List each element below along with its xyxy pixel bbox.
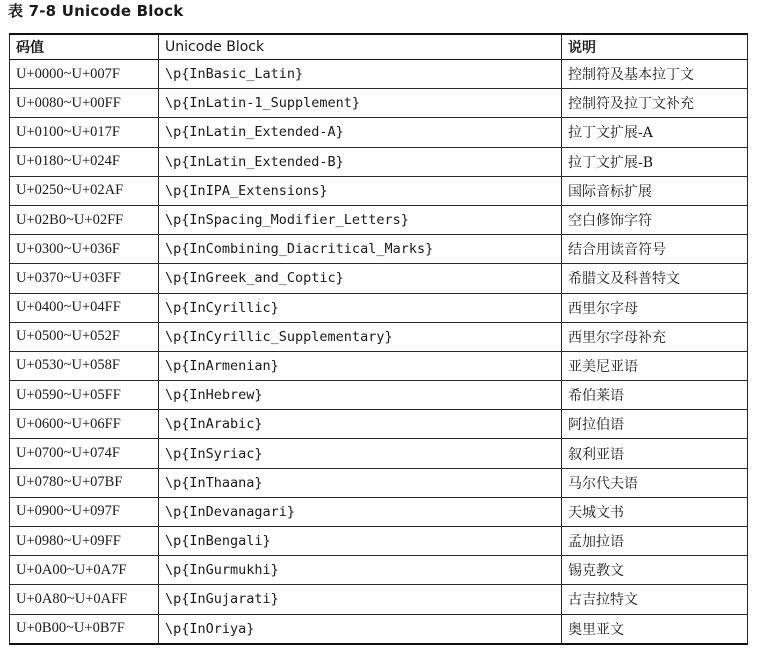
range-cell: U+0250~U+02AF [10, 176, 159, 205]
table-row [10, 60, 748, 89]
table-row [10, 235, 748, 264]
unicode-block-table [9, 33, 748, 645]
desc-cell: 结合用读音符号 [562, 235, 748, 264]
block-cell: \p{InSyriac} [159, 439, 562, 468]
block-cell: \p{InGurmukhi} [159, 556, 562, 585]
range-cell: U+0100~U+017F [10, 118, 159, 147]
range-cell: U+0A00~U+0A7F [10, 556, 159, 585]
table-row [10, 468, 748, 497]
block-cell: \p{InSpacing_Modifier_Letters} [159, 205, 562, 234]
desc-cell: 控制符及拉丁文补充 [562, 89, 748, 118]
block-cell: \p{InOriya} [159, 614, 562, 644]
range-cell: U+0600~U+06FF [10, 410, 159, 439]
table-row [10, 205, 748, 234]
desc-cell: 孟加拉语 [562, 527, 748, 556]
block-cell: \p{InBasic_Latin} [159, 60, 562, 89]
header-range: 码值 [10, 34, 159, 60]
block-cell: \p{InGujarati} [159, 585, 562, 614]
block-cell: \p{InLatin_Extended-B} [159, 147, 562, 176]
table-row [10, 497, 748, 526]
table-row [10, 322, 748, 351]
block-cell: \p{InDevanagari} [159, 497, 562, 526]
range-cell: U+0400~U+04FF [10, 293, 159, 322]
header-block: Unicode Block [159, 34, 562, 60]
block-cell: \p{InGreek_and_Coptic} [159, 264, 562, 293]
table-row [10, 410, 748, 439]
range-cell: U+0530~U+058F [10, 351, 159, 380]
range-cell: U+0980~U+09FF [10, 527, 159, 556]
desc-cell: 亚美尼亚语 [562, 351, 748, 380]
desc-cell: 西里尔字母补充 [562, 322, 748, 351]
desc-cell: 锡克教文 [562, 556, 748, 585]
desc-cell: 天城文书 [562, 497, 748, 526]
block-cell: \p{InIPA_Extensions} [159, 176, 562, 205]
range-cell: U+0300~U+036F [10, 235, 159, 264]
range-cell: U+0180~U+024F [10, 147, 159, 176]
table-row [10, 89, 748, 118]
block-cell: \p{InThaana} [159, 468, 562, 497]
desc-cell: 希伯莱语 [562, 381, 748, 410]
range-cell: U+02B0~U+02FF [10, 205, 159, 234]
desc-cell: 叙利亚语 [562, 439, 748, 468]
table-row [10, 614, 748, 644]
table-row [10, 293, 748, 322]
desc-cell: 希腊文及科普特文 [562, 264, 748, 293]
desc-cell: 古吉拉特文 [562, 585, 748, 614]
header-row [10, 34, 748, 60]
block-cell: \p{InCyrillic_Supplementary} [159, 322, 562, 351]
range-cell: U+0080~U+00FF [10, 89, 159, 118]
table-caption: 表 7-8 Unicode Block [8, 2, 184, 20]
desc-cell: 奥里亚文 [562, 614, 748, 644]
range-cell: U+0500~U+052F [10, 322, 159, 351]
desc-cell: 西里尔字母 [562, 293, 748, 322]
block-cell: \p{InLatin-1_Supplement} [159, 89, 562, 118]
range-cell: U+0000~U+007F [10, 60, 159, 89]
block-cell: \p{InHebrew} [159, 381, 562, 410]
table-body [10, 60, 748, 644]
table-row [10, 147, 748, 176]
desc-cell: 拉丁文扩展-A [562, 118, 748, 147]
desc-cell: 阿拉伯语 [562, 410, 748, 439]
block-cell: \p{InCombining_Diacritical_Marks} [159, 235, 562, 264]
block-cell: \p{InLatin_Extended-A} [159, 118, 562, 147]
table-header [10, 34, 748, 60]
table-row [10, 118, 748, 147]
table-row [10, 264, 748, 293]
range-cell: U+0A80~U+0AFF [10, 585, 159, 614]
desc-cell: 马尔代夫语 [562, 468, 748, 497]
header-desc: 说明 [562, 34, 748, 60]
range-cell: U+0900~U+097F [10, 497, 159, 526]
table-row [10, 351, 748, 380]
table-row [10, 439, 748, 468]
desc-cell: 空白修饰字符 [562, 205, 748, 234]
desc-cell: 国际音标扩展 [562, 176, 748, 205]
table-row [10, 585, 748, 614]
range-cell: U+0590~U+05FF [10, 381, 159, 410]
table-row [10, 527, 748, 556]
range-cell: U+0700~U+074F [10, 439, 159, 468]
desc-cell: 拉丁文扩展-B [562, 147, 748, 176]
range-cell: U+0370~U+03FF [10, 264, 159, 293]
block-cell: \p{InCyrillic} [159, 293, 562, 322]
block-cell: \p{InArmenian} [159, 351, 562, 380]
range-cell: U+0780~U+07BF [10, 468, 159, 497]
table-row [10, 176, 748, 205]
desc-cell: 控制符及基本拉丁文 [562, 60, 748, 89]
range-cell: U+0B00~U+0B7F [10, 614, 159, 644]
block-cell: \p{InBengali} [159, 527, 562, 556]
block-cell: \p{InArabic} [159, 410, 562, 439]
table-row [10, 381, 748, 410]
table-row [10, 556, 748, 585]
